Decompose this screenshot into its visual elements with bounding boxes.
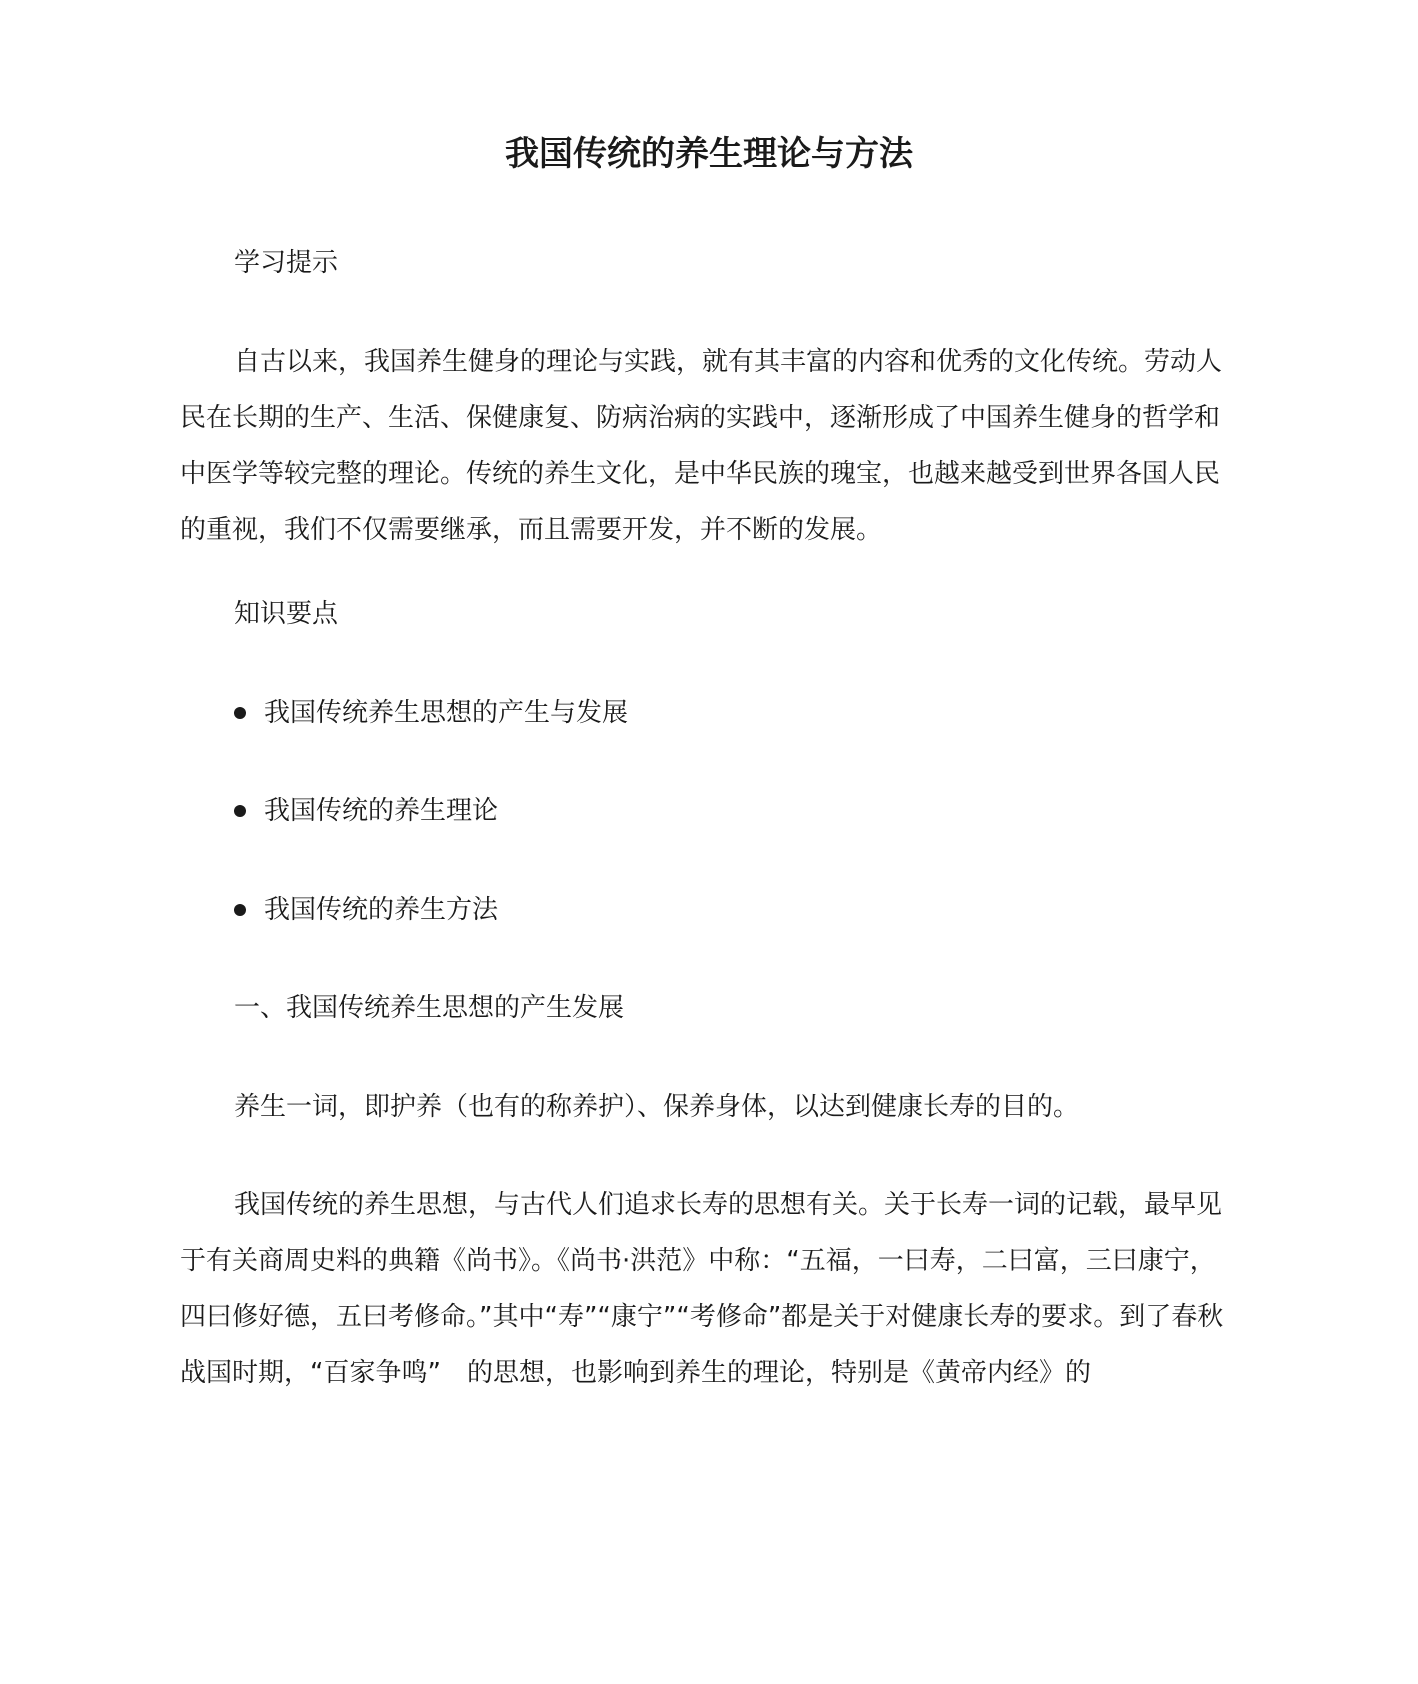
section-paragraph: 养生一词，即护养（也有的称养护）、保养身体，以达到健康长寿的目的。 [234,1092,1080,1122]
study-hint-heading: 学习提示 [234,248,339,278]
study-hint-paragraph: 自古以来，我国养生健身的理论与实践，就有其丰富的内容和优秀的文化传统。劳动人民在长期的生产、生活、保健康复、防病治病的实践中，逐渐形成了中国养生健身的哲学和中医学等较完整的理论。传统的养生文化，是中华民族的瑰宝，也越来越受到世界各国人民的重视，我们不仅需要继承，而且需要开发，并不断的发展。 [180,347,1223,545]
key-point-item [234,882,498,938]
key-point-item [234,685,628,741]
key-point-text: 我国传统的养生理论 [264,796,499,826]
section-heading: 一、我国传统养生思想的产生发展 [234,993,625,1023]
bullet-icon [234,707,246,719]
key-point-text: 我国传统养生思想的产生与发展 [264,698,629,728]
bullet-icon [234,805,246,817]
key-point-item [234,783,498,839]
bullet-icon [234,904,246,916]
section-paragraph: 我国传统的养生思想，与古代人们追求长寿的思想有关。关于长寿一词的记载，最早见于有关商周史料的典籍《尚书》。《尚书·洪范》中称：“五福，一曰寿，二曰富，三曰康宁，四曰修好德，五曰考修命。”其中“寿”“康宁”“考修命”都是关于对健康长寿的要求。到了春秋战国时期，“百家争鸣” 的思想，也影响到养生的理论，特别是《黄帝内经》的 [180,1190,1224,1388]
key-points-heading: 知识要点 [234,599,339,629]
key-point-text: 我国传统的养生方法 [264,895,499,925]
document-title: 我国传统的养生理论与方法 [505,134,913,174]
